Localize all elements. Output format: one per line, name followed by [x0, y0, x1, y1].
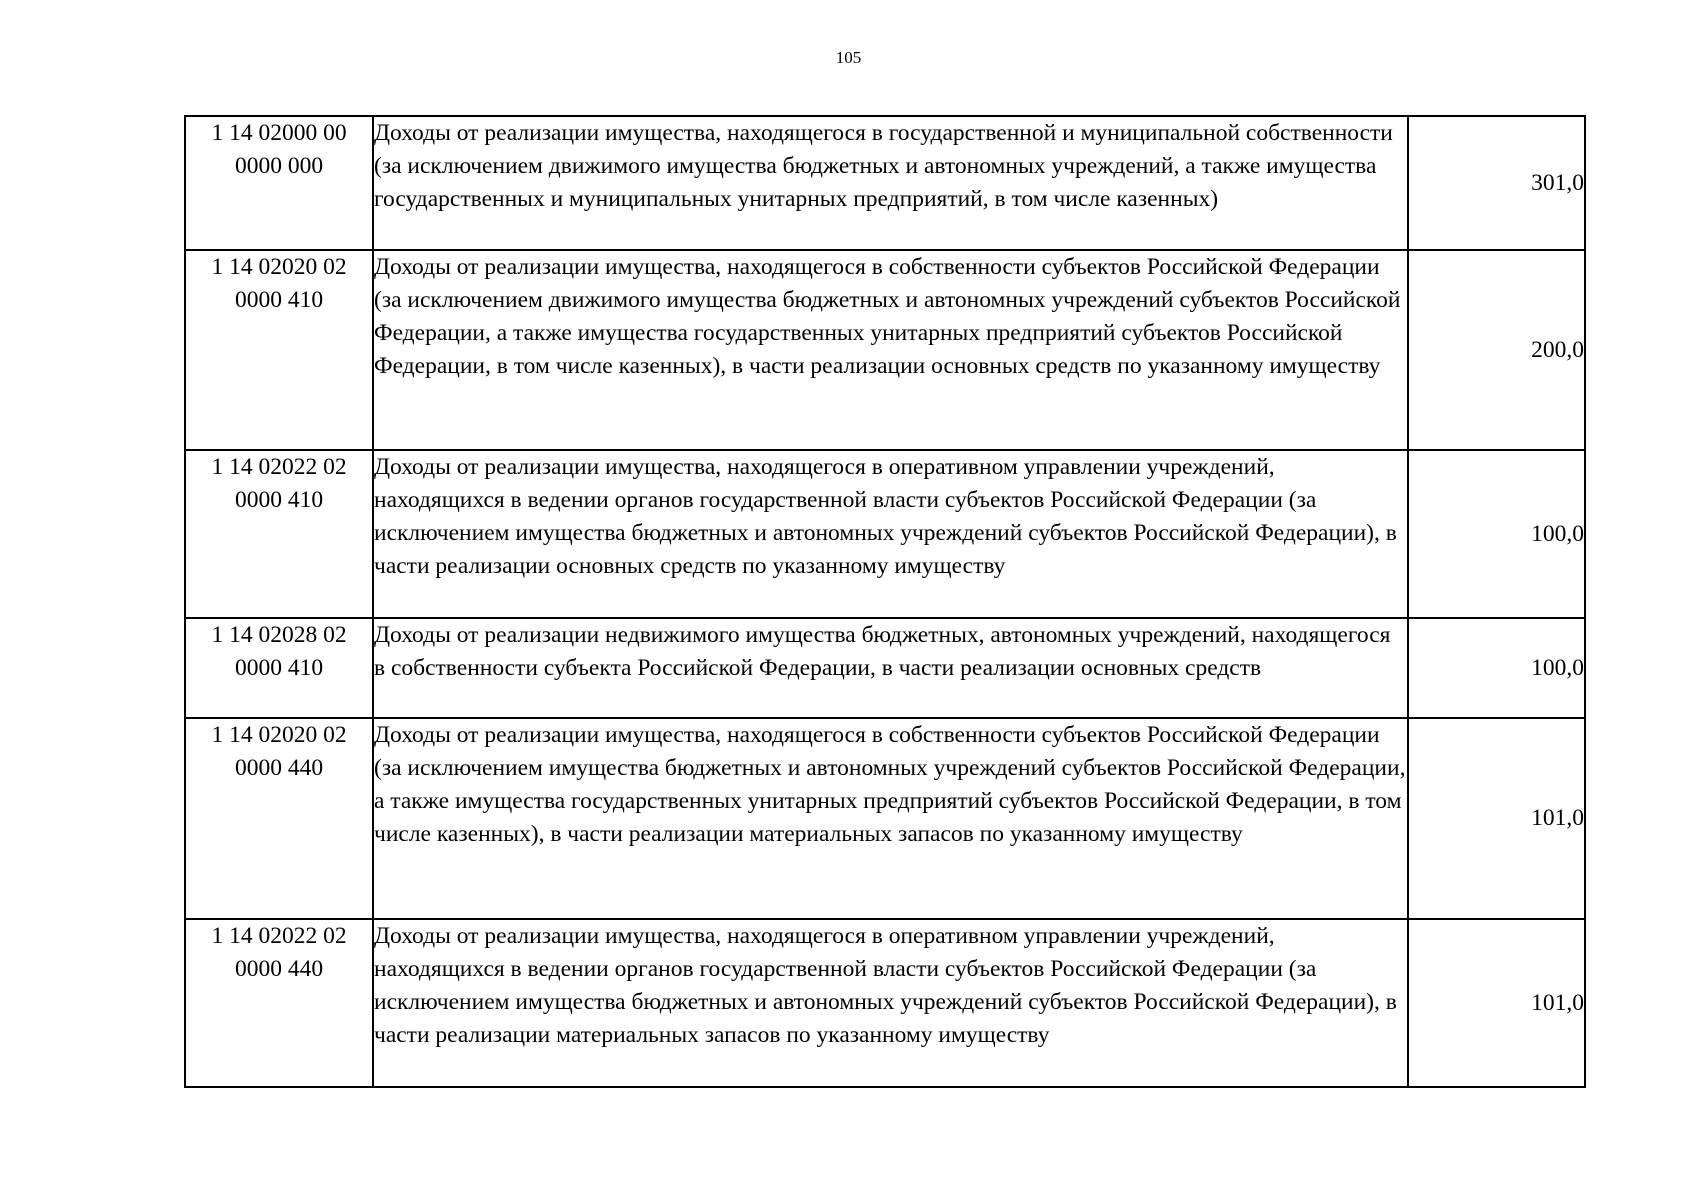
- table-row: [185, 618, 1585, 718]
- description-cell: Доходы от реализации имущества, находящегося в собственности субъектов Российской Федерации (за исключением движимого имущества бюджетных и автономных учреждений субъектов Российской Федерации, а также имущества государственных унитарных предприятий субъектов Российской Федерации, в том числе казенных), в части реализации основных средств по указанному имуществу: [373, 250, 1408, 450]
- amount-cell: 200,0: [1408, 250, 1585, 450]
- amount-cell: 101,0: [1408, 919, 1585, 1087]
- code-cell: [185, 919, 373, 1087]
- revenue-table: [184, 115, 1586, 1088]
- code-cell: [185, 618, 373, 718]
- code-line-1: 1 14 02022 02: [211, 454, 347, 480]
- code-cell: [185, 450, 373, 618]
- code-line-1: 1 14 02022 02: [211, 923, 347, 949]
- amount-cell: 301,0: [1408, 116, 1585, 250]
- description-cell: Доходы от реализации имущества, находящегося в оперативном управлении учреждений, находящихся в ведении органов государственной власти субъектов Российской Федерации (за исключением имущества бюджетных и автономных учреждений субъектов Российской Федерации), в части реализации материальных запасов по указанному имуществу: [373, 919, 1408, 1087]
- code-line-1: 1 14 02020 02: [211, 254, 347, 280]
- table-row: [185, 250, 1585, 450]
- page-number: 105: [835, 48, 862, 67]
- code-cell: [185, 250, 373, 450]
- code-line-2: 0000 440: [234, 956, 324, 982]
- code-line-2: 0000 410: [234, 287, 324, 313]
- code-line-1: 1 14 02020 02: [211, 722, 347, 748]
- table-row: [185, 116, 1585, 250]
- description-cell: Доходы от реализации имущества, находящегося в собственности субъектов Российской Федерации (за исключением имущества бюджетных и автономных учреждений субъектов Российской Федерации, а также имущества государственных унитарных предприятий субъектов Российской Федерации, в том числе казенных), в части реализации материальных запасов по указанному имуществу: [373, 718, 1408, 919]
- code-line-2: 0000 440: [234, 755, 324, 781]
- table-row: [185, 718, 1585, 919]
- code-line-2: 0000 410: [234, 487, 324, 513]
- code-line-2: 0000 000: [234, 153, 324, 179]
- code-line-2: 0000 410: [234, 655, 324, 681]
- description-cell: Доходы от реализации недвижимого имущества бюджетных, автономных учреждений, находящегося в собственности субъекта Российской Федерации, в части реализации основных средств: [373, 618, 1408, 718]
- amount-cell: 100,0: [1408, 450, 1585, 618]
- code-line-1: 1 14 02000 00: [211, 120, 347, 146]
- table-row: [185, 450, 1585, 618]
- amount-cell: 101,0: [1408, 718, 1585, 919]
- code-cell: [185, 718, 373, 919]
- amount-cell: 100,0: [1408, 618, 1585, 718]
- table-row: [185, 919, 1585, 1087]
- description-cell: Доходы от реализации имущества, находящегося в государственной и муниципальной собственности (за исключением движимого имущества бюджетных и автономных учреждений, а также имущества государственных и муниципальных унитарных предприятий, в том числе казенных): [373, 116, 1408, 250]
- code-cell: [185, 116, 373, 250]
- code-line-1: 1 14 02028 02: [211, 622, 347, 648]
- description-cell: Доходы от реализации имущества, находящегося в оперативном управлении учреждений, находящихся в ведении органов государственной власти субъектов Российской Федерации (за исключением имущества бюджетных и автономных учреждений субъектов Российской Федерации), в части реализации основных средств по указанному имуществу: [373, 450, 1408, 618]
